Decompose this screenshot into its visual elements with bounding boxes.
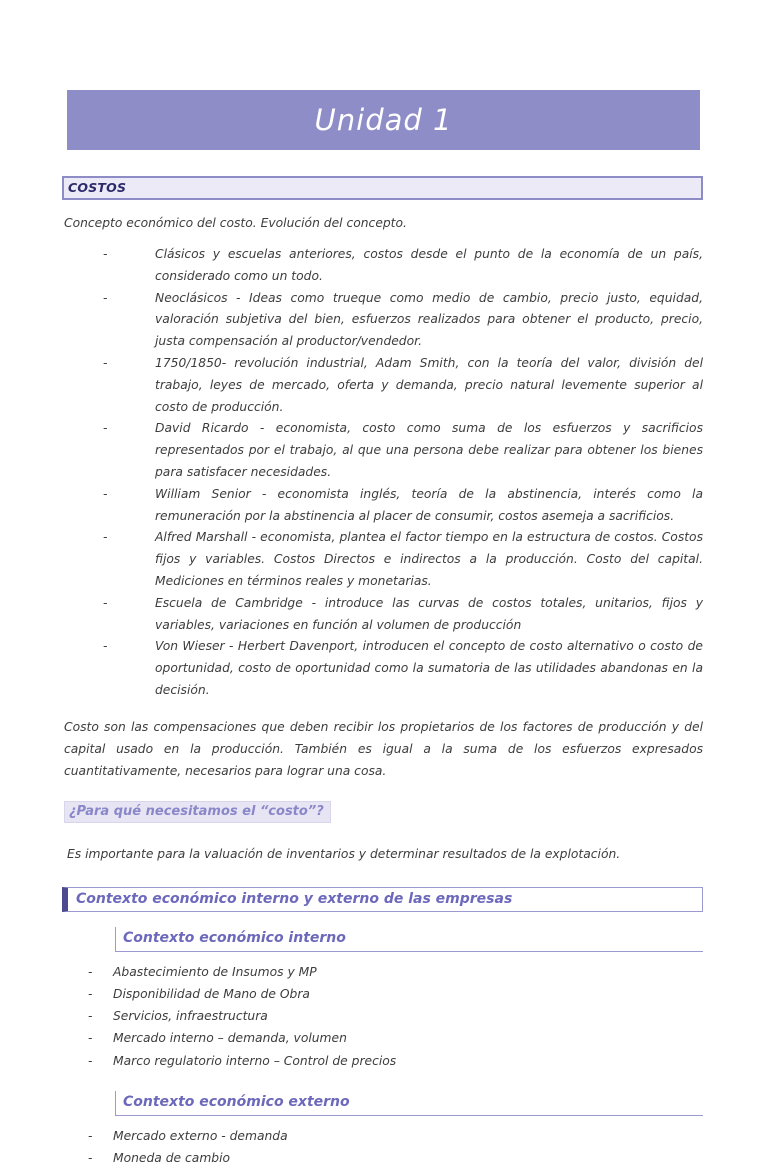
subsection-heading-interno [115, 927, 703, 952]
list-item [62, 353, 703, 418]
section-heading-costos [62, 176, 703, 200]
subsection-interno-label: Contexto económico interno [123, 929, 346, 946]
list-item [62, 244, 703, 288]
list-item [62, 1027, 703, 1049]
dash-marker: - [88, 964, 93, 979]
dash-marker: - [103, 639, 108, 654]
list-item [62, 1050, 703, 1072]
list-item-text: William Senior - economista inglés, teoría de la abstinencia, interés como la remuneración por la abstinencia al placer de consumir, costos asemeja a sacrificios. [155, 486, 703, 523]
list-item-text: Mercado interno – demanda, volumen [113, 1031, 347, 1046]
list-item [62, 983, 703, 1005]
list-item [62, 527, 703, 592]
dash-marker: - [103, 247, 108, 261]
list-item-text: Neoclásicos - Ideas como trueque como medio de cambio, precio justo, equidad, valoración subjetiva del bien, esfuerzos realizados para obtener el producto, precio, justa compensación al productor/vendedor. [155, 290, 703, 349]
list-item-text: 1750/1850- revolución industrial, Adam Smith, con la teoría del valor, división del trabajo, leyes de mercado, oferta y demanda, precio natural levemente superior al costo de producción. [155, 355, 703, 414]
list-item-text: Abastecimiento de Insumos y MP [113, 964, 317, 979]
list-item [62, 1147, 703, 1169]
document-content [62, 176, 703, 1169]
unit-title: Unidad 1 [314, 103, 453, 137]
intro-paragraph: Concepto económico del costo. Evolución del concepto. [64, 216, 407, 230]
dash-marker: - [88, 1128, 93, 1143]
list-item-text: Von Wieser - Herbert Davenport, introducen el concepto de costo alternativo o costo de oportunidad, costo de oportunidad como la sumatoria de las utilidades abandonas en la decisión. [155, 639, 703, 697]
dash-marker: - [88, 986, 93, 1001]
section-heading-contexto [62, 887, 703, 912]
importance-paragraph: Es importante para la valuación de inventarios y determinar resultados de la explotación. [67, 846, 621, 861]
dash-marker: - [103, 530, 108, 545]
unit-title-banner [67, 90, 700, 150]
dash-marker: - [103, 421, 108, 436]
list-item [62, 1125, 703, 1147]
dash-marker: - [88, 1031, 93, 1046]
list-item-text: Servicios, infraestructura [113, 1009, 268, 1024]
list-item [62, 961, 703, 983]
dash-marker: - [88, 1053, 93, 1068]
list-item [62, 484, 703, 528]
dash-marker: - [103, 355, 108, 370]
contexto-externo-list [62, 1125, 703, 1169]
list-item-text: Moneda de cambio [113, 1150, 231, 1165]
dash-marker: - [103, 486, 108, 501]
list-item-text: Disponibilidad de Mano de Obra [113, 986, 310, 1001]
dash-marker: - [103, 595, 108, 610]
cost-definition-paragraph: Costo son las compensaciones que deben recibir los propietarios de los factores de producción y del capital usado en la producción. También es igual a la suma de los esfuerzos expresados cuantitativamente, necesarios para lograr una cosa. [64, 719, 703, 778]
list-item-text: Mercado externo - demanda [113, 1128, 288, 1143]
dash-marker: - [103, 290, 108, 305]
section-heading-contexto-label: Contexto económico interno y externo de las empresas [76, 890, 513, 907]
list-item-text: Alfred Marshall - economista, plantea el factor tiempo en la estructura de costos. Costos fijos y variables. Costos Directos e indirectos a la producción. Costo del capital. Mediciones en términos reales y monetarias. [155, 530, 703, 588]
cost-history-list [62, 244, 703, 702]
list-item-text: Marco regulatorio interno – Control de precios [113, 1053, 397, 1068]
list-item [62, 1005, 703, 1027]
list-item-text: David Ricardo - economista, costo como suma de los esfuerzos y sacrificios representados por el trabajo, al que una persona debe realizar para obtener los bienes para satisfacer necesidades. [155, 421, 703, 479]
list-item-text: Clásicos y escuelas anteriores, costos desde el punto de la economía de un país, considerado como un todo. [155, 247, 703, 283]
list-item [62, 288, 703, 353]
list-item [62, 636, 703, 701]
section-heading-costos-label: COSTOS [68, 180, 127, 195]
subsection-heading-externo [115, 1091, 703, 1116]
list-item [62, 418, 703, 483]
contexto-interno-list [62, 961, 703, 1072]
subsection-externo-label: Contexto económico externo [123, 1093, 350, 1110]
highlighted-question: ¿Para qué necesitamos el “costo”? [64, 801, 331, 823]
question-line [64, 801, 703, 823]
list-item [62, 593, 703, 637]
dash-marker: - [88, 1009, 93, 1024]
dash-marker: - [88, 1150, 93, 1165]
list-item-text: Escuela de Cambridge - introduce las curvas de costos totales, unitarios, fijos y variables, variaciones en función al volumen de producción [155, 595, 703, 632]
